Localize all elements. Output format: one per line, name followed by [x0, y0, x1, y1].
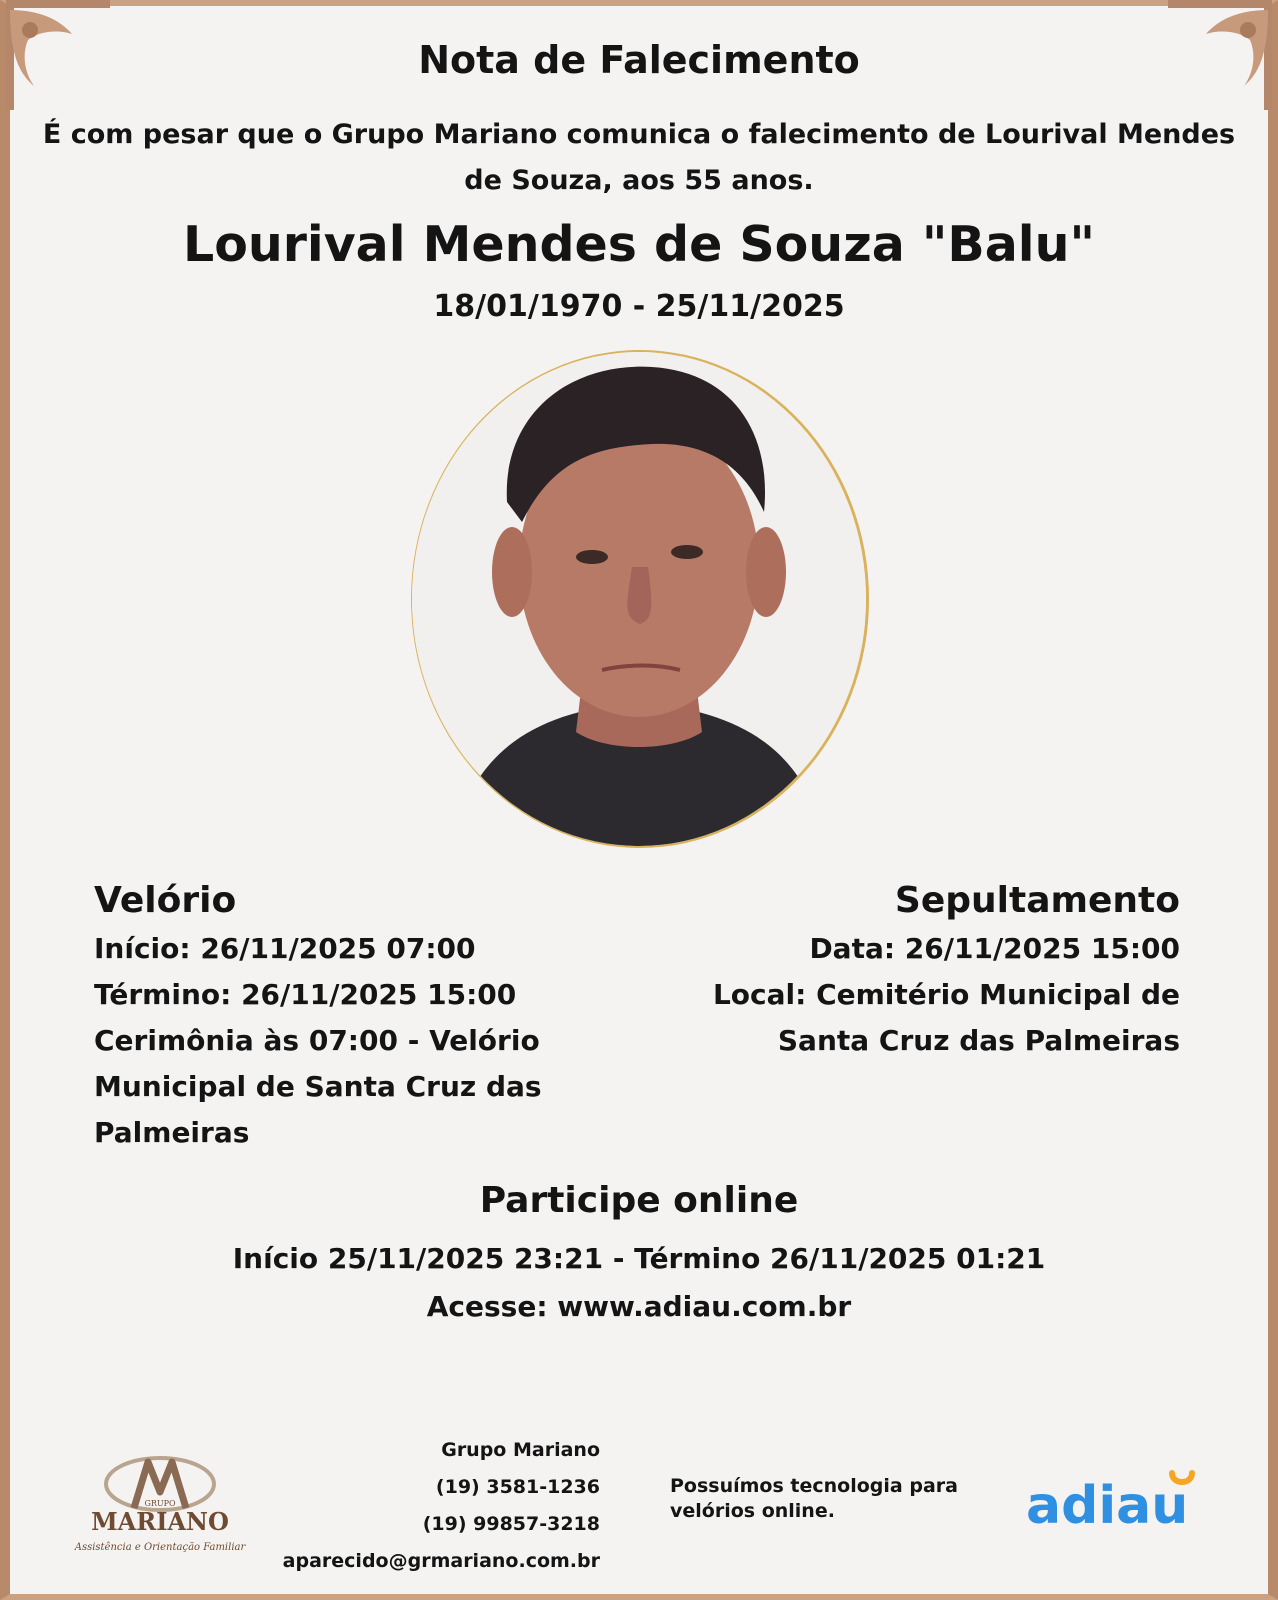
intro-text: É com pesar que o Grupo Mariano comunica o falecimento de Lourival Mendes de Souza, aos 55 anos.	[42, 119, 1236, 196]
logo-tagline: Assistência e Orientação Familiar	[74, 1542, 246, 1553]
logo-small-text: GRUPO	[144, 1499, 176, 1508]
life-dates: 18/01/1970 - 25/11/2025	[433, 289, 845, 324]
phone-2[interactable]: (19) 99857-3218	[422, 1513, 600, 1535]
sepultamento-local: Local: Cemitério Municipal de Santa Cruz das Palmeiras	[712, 978, 1180, 1057]
grupo-mariano-logo	[74, 1450, 246, 1560]
contact-block	[283, 1432, 600, 1580]
sepultamento-section	[680, 878, 1180, 1064]
phone-1[interactable]: (19) 3581-1236	[435, 1476, 600, 1498]
company-name: Grupo Mariano	[441, 1439, 600, 1461]
online-heading: Participe online	[479, 1180, 799, 1221]
logo-name: MARIANO	[91, 1507, 229, 1536]
deceased-portrait	[412, 352, 866, 846]
sepultamento-heading: Sepultamento	[894, 880, 1180, 921]
velorio-termino: Término: 26/11/2025 15:00	[94, 978, 517, 1011]
adiau-logo-text: adiau	[1026, 1476, 1189, 1535]
sepultamento-data: Data: 26/11/2025 15:00	[809, 932, 1180, 965]
adiau-logo	[1026, 1465, 1206, 1535]
velorio-cerimonia: Cerimônia às 07:00 - Velório Municipal de Santa Cruz das Palmeiras	[94, 1024, 542, 1149]
deceased-name: Lourival Mendes de Souza "Balu"	[182, 216, 1095, 273]
velorio-inicio: Início: 26/11/2025 07:00	[94, 932, 476, 965]
velorio-heading: Velório	[94, 880, 237, 921]
tech-note: Possuímos tecnologia para velórios online.	[670, 1475, 958, 1522]
page-title: Nota de Falecimento	[418, 38, 860, 82]
email-link[interactable]: aparecido@grmariano.com.br	[282, 1550, 600, 1572]
online-times: Início 25/11/2025 23:21 - Término 26/11/2025 01:21	[232, 1242, 1046, 1275]
online-access: Acesse: www.adiau.com.br	[426, 1290, 852, 1323]
velorio-section	[94, 878, 574, 1156]
